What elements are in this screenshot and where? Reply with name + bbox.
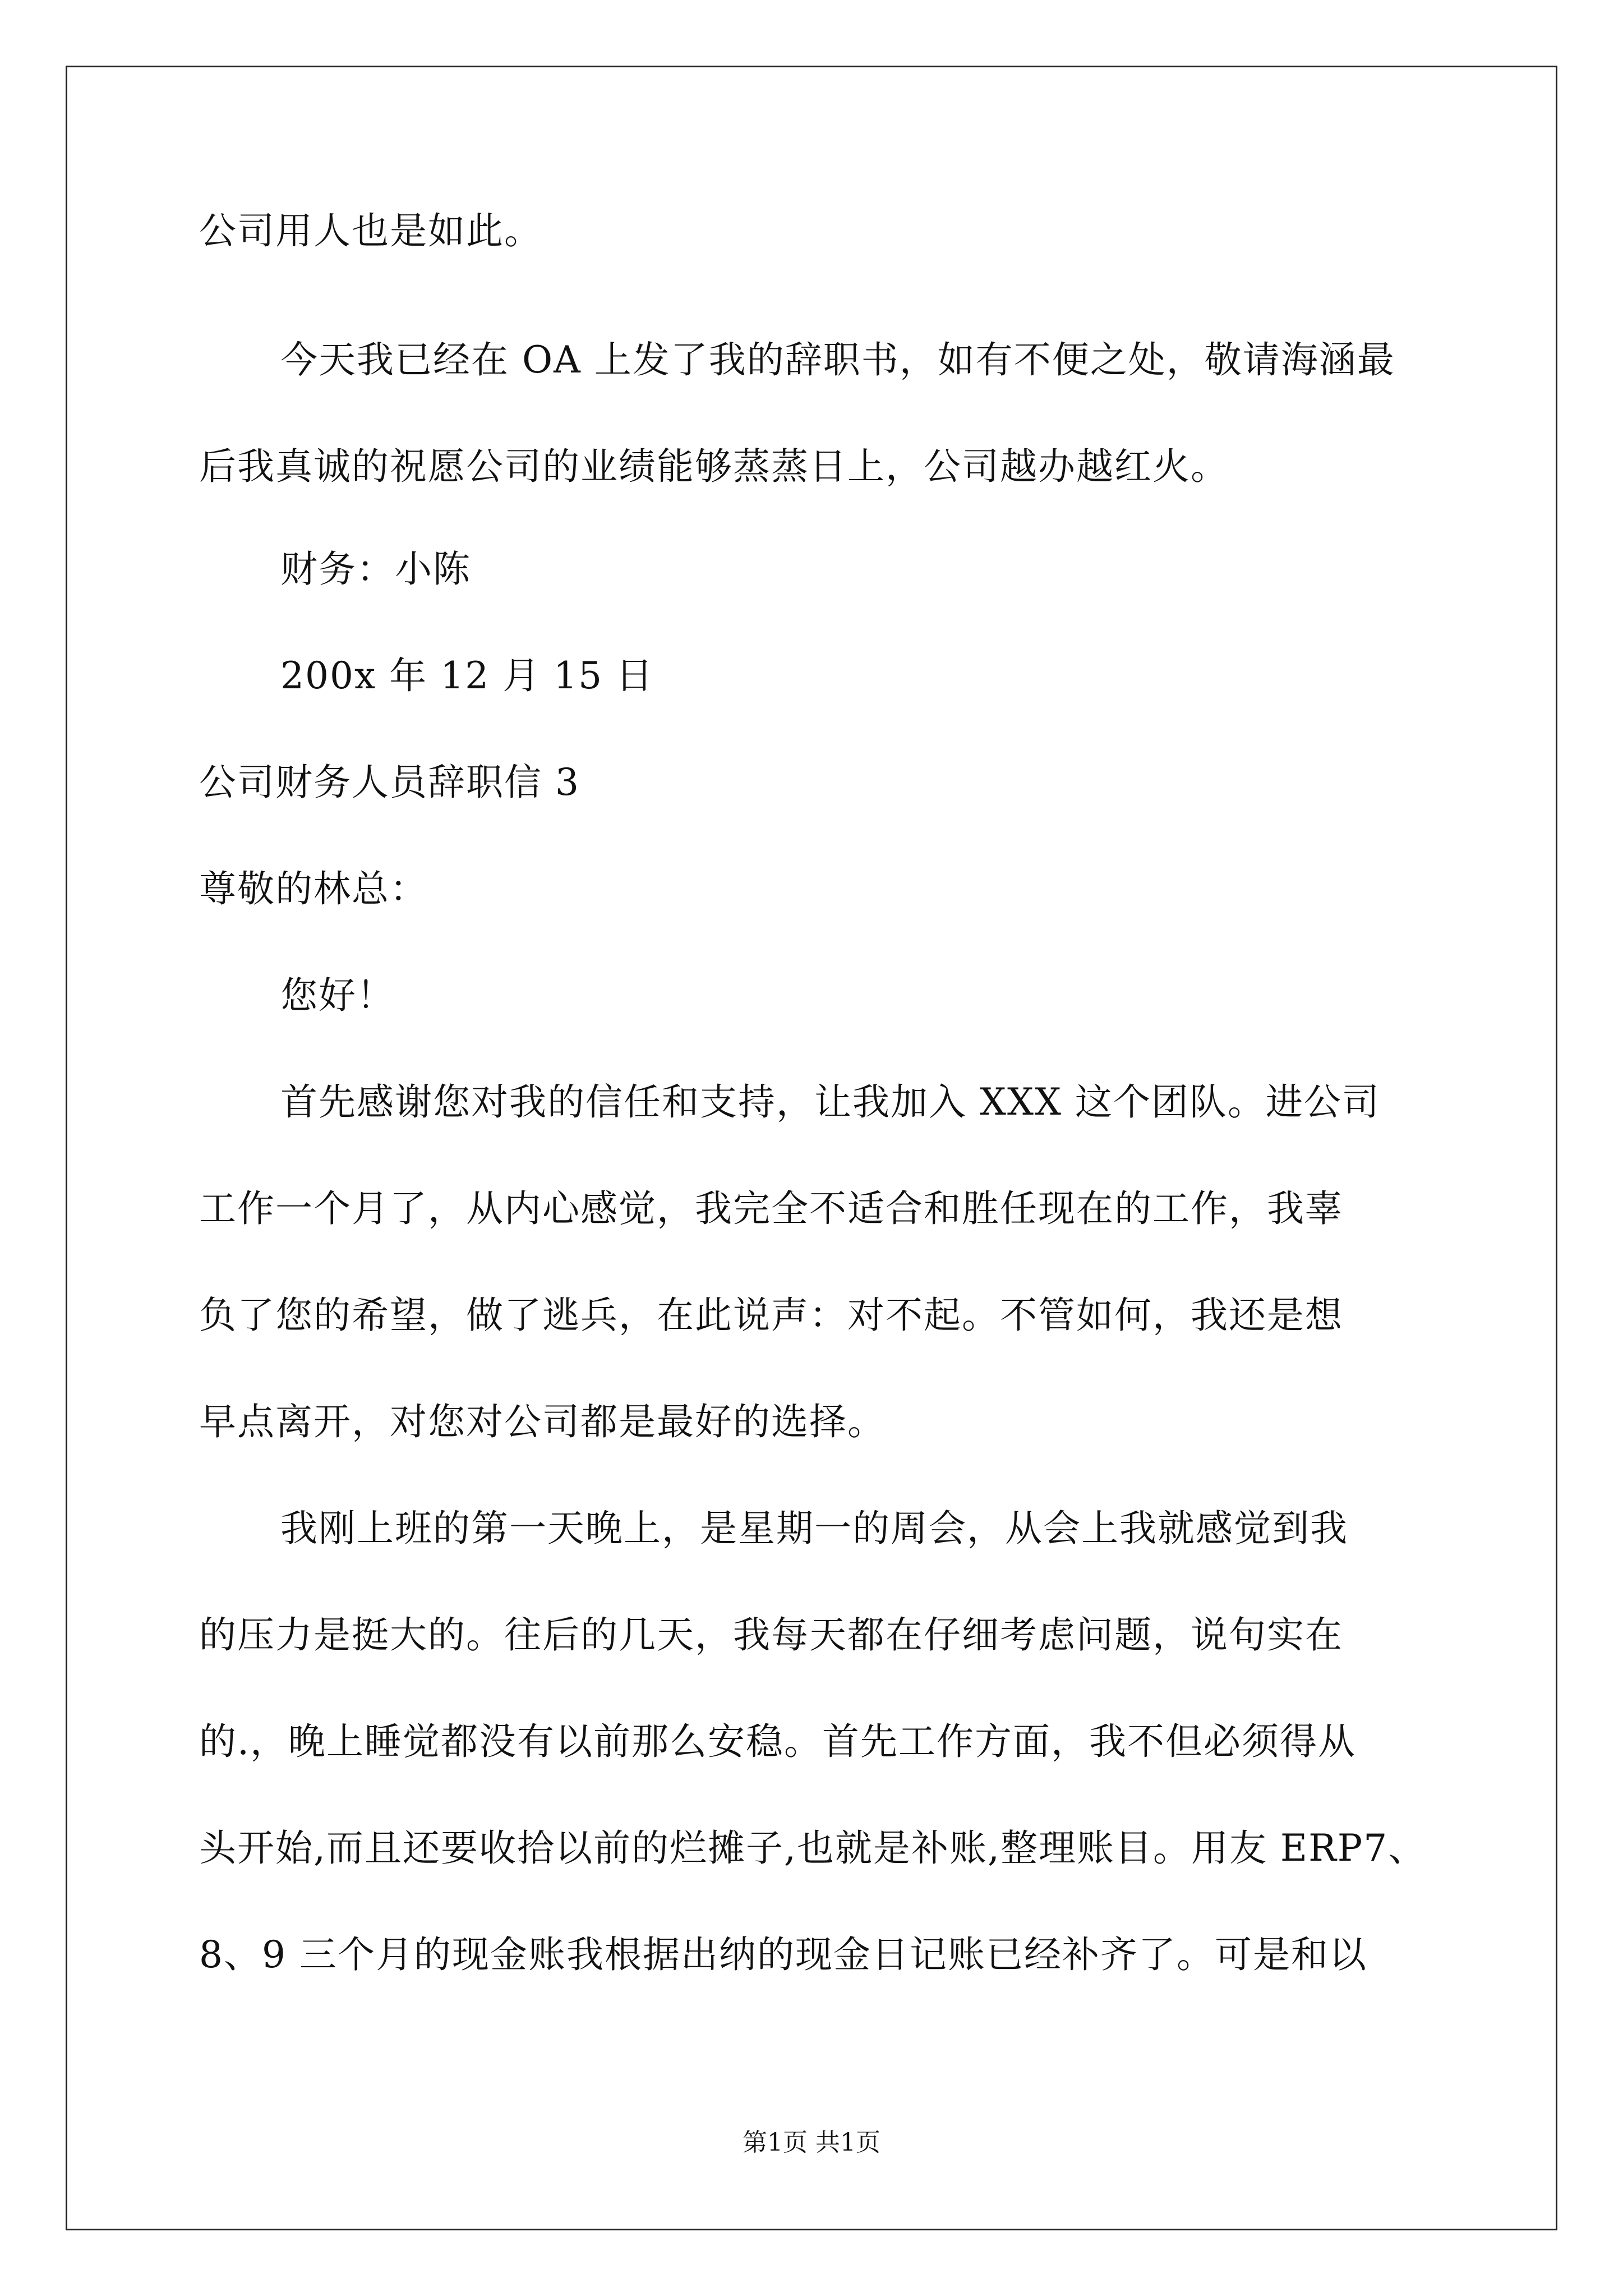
text-line: 公司用人也是如此。 bbox=[199, 209, 542, 252]
text-line: 后我真诚的祝愿公司的业绩能够蒸蒸日上，公司越办越红火。 bbox=[199, 445, 1229, 488]
text-line: 头开始,而且还要收拾以前的烂摊子,也就是补账,整理账目。用友 ERP7、 bbox=[199, 1826, 1427, 1870]
signature-name: 财务：小陈 bbox=[280, 547, 471, 591]
letter-date: 200x 年 12 月 15 日 bbox=[280, 654, 654, 697]
greeting: 您好！ bbox=[280, 974, 395, 1017]
page-footer: 第1页 共1页 bbox=[743, 2128, 880, 2157]
salutation: 尊敬的林总： bbox=[199, 867, 428, 910]
page-border bbox=[66, 66, 1557, 2230]
text-line: 的.，晚上睡觉都没有以前那么安稳。首先工作方面，我不但必须得从 bbox=[199, 1720, 1356, 1763]
text-line: 工作一个月了，从内心感觉，我完全不适合和胜任现在的工作，我辜 bbox=[199, 1187, 1343, 1230]
section-title: 公司财务人员辞职信 3 bbox=[199, 761, 580, 804]
text-line: 负了您的希望，做了逃兵，在此说声：对不起。不管如何，我还是想 bbox=[199, 1294, 1343, 1337]
text-line: 早点离开，对您对公司都是最好的选择。 bbox=[199, 1400, 886, 1443]
text-line: 今天我已经在 OA 上发了我的辞职书，如有不便之处，敬请海涵最 bbox=[280, 338, 1395, 381]
text-line: 8、9 三个月的现金账我根据出纳的现金日记账已经补齐了。可是和以 bbox=[199, 1933, 1367, 1976]
text-line: 我刚上班的第一天晚上，是星期一的周会，从会上我就感觉到我 bbox=[280, 1507, 1348, 1550]
text-line: 首先感谢您对我的信任和支持，让我加入 XXX 这个团队。进公司 bbox=[280, 1080, 1380, 1124]
text-line: 的压力是挺大的。往后的几天，我每天都在仔细考虑问题，说句实在 bbox=[199, 1613, 1343, 1657]
